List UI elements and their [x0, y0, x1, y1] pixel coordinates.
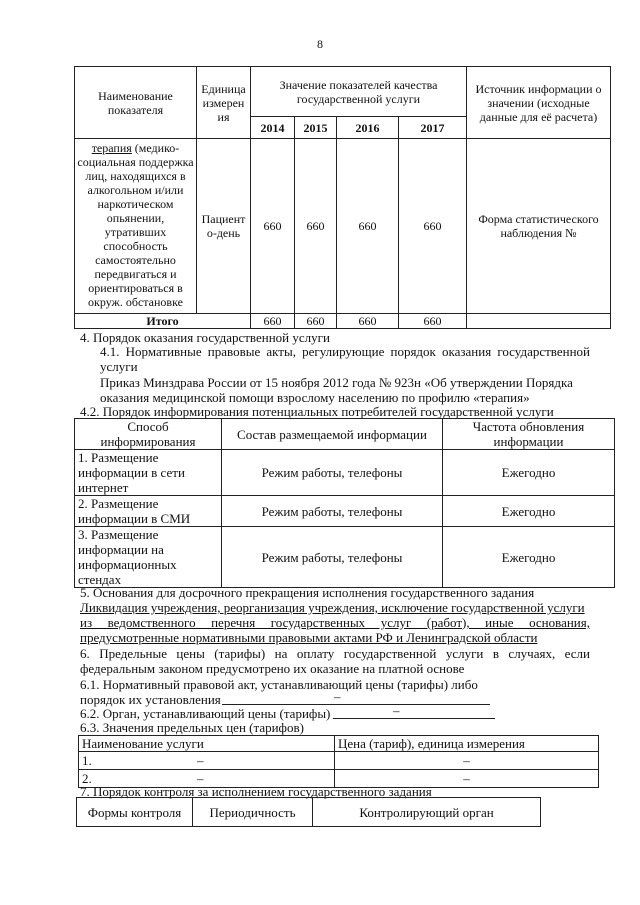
section-6-1-blank-line: [222, 704, 490, 705]
header-value-group: Значение показателей качества государственной услуги: [251, 67, 467, 117]
info-content: Режим работы, телефоны: [222, 496, 443, 527]
page-number: 8: [317, 37, 323, 51]
price-row-name-dash: –: [197, 753, 204, 768]
price-table: [78, 735, 599, 788]
section-6-1-label: порядок их установления: [80, 692, 221, 707]
price-row-price: –: [335, 770, 599, 788]
indicator-name-rest: (медико-социальная поддержка лиц, находящихся в алкогольном и/или наркотическом опьянении, утративших способность самостоятельно передвигаться и ориентироваться в окруж. обстановке: [77, 141, 194, 309]
info-content: Режим работы, телефоны: [222, 527, 443, 588]
control-header-periodicity: Периодичность: [193, 798, 313, 827]
total-empty-cell: [467, 314, 611, 329]
header-year: 2015: [295, 117, 337, 139]
section-4-heading: 4. Порядок оказания государственной услуги: [80, 330, 330, 345]
row-value: 660: [399, 139, 467, 314]
info-content: Режим работы, телефоны: [222, 450, 443, 496]
info-method: 3. Размещение информации на информационных стендах: [75, 527, 222, 588]
header-year: 2016: [337, 117, 399, 139]
header-indicator-name: Наименование показателя: [75, 67, 197, 139]
info-frequency: Ежегодно: [443, 496, 615, 527]
info-method: 2. Размещение информации в СМИ: [75, 496, 222, 527]
price-row-name: [79, 752, 335, 770]
info-table: [74, 418, 615, 588]
row-value: 660: [295, 139, 337, 314]
section-5-line-1: Ликвидация учреждения, реорганизация учреждения, исключение государственной услуги: [80, 600, 585, 615]
section-5-line-2: из ведомственного перечня государственных услуг (работ), иные основания,: [80, 615, 590, 630]
section-6-line-1: 6. Предельные цены (тарифы) на оплату государственной услуги в случаях, если: [80, 646, 590, 661]
section-7-heading: 7. Порядок контроля за исполнением государственного задания: [80, 784, 432, 799]
row-indicator-name: [75, 139, 197, 314]
section-6-2-dash: –: [393, 703, 400, 718]
section-4-1-order: Приказ Минздрава России от 15 ноября 2012 года № 923н «Об утверждении Порядка оказания медицинской помощи взрослому населению по профилю «терапия»: [100, 375, 573, 405]
total-value: 660: [399, 314, 467, 329]
section-6-2-blank-line: [333, 718, 495, 719]
indicator-name-underlined: терапия: [91, 141, 132, 155]
total-value: 660: [295, 314, 337, 329]
info-frequency: Ежегодно: [443, 527, 615, 588]
section-4-1-text: 4.1. Нормативные правовые акты, регулирующие порядок оказания государственной услуги: [100, 344, 590, 374]
section-4-2-heading: 4.2. Порядок информирования потенциальных потребителей государственной услуги: [80, 404, 554, 419]
info-header-content: Состав размещаемой информации: [222, 419, 443, 450]
section-5-heading: 5. Основания для досрочного прекращения исполнения государственного задания: [80, 585, 535, 600]
info-header-frequency: Частота обновления информации: [443, 419, 615, 450]
header-year: 2014: [251, 117, 295, 139]
row-unit: Пациенто-день: [197, 139, 251, 314]
header-source: Источник информации о значении (исходные данные для её расчета): [467, 67, 611, 139]
total-label: Итого: [75, 314, 251, 329]
header-year: 2017: [399, 117, 467, 139]
total-value: 660: [337, 314, 399, 329]
price-row-name-dash: –: [197, 771, 204, 786]
price-row-num: 2.: [82, 771, 92, 786]
section-5-line-3: предусмотренные нормативными правовыми актами РФ и Ленинградской области: [80, 630, 538, 645]
indicator-table: [74, 66, 611, 329]
section-6-line-2: федеральным законом предусмотрено их оказание на платной основе: [80, 661, 465, 676]
section-6-1-line-1: 6.1. Нормативный правовой акт, устанавливающий цены (тарифы) либо: [80, 677, 478, 692]
price-header-price: Цена (тариф), единица измерения: [335, 736, 599, 752]
header-unit: Единица измерения: [197, 67, 251, 139]
price-row-num: 1.: [82, 753, 92, 768]
control-header-forms: Формы контроля: [77, 798, 193, 827]
info-frequency: Ежегодно: [443, 450, 615, 496]
price-header-name: Наименование услуги: [79, 736, 335, 752]
price-row-price: –: [335, 752, 599, 770]
row-source: Форма статистического наблюдения №: [467, 139, 611, 314]
info-header-method: Способ информирования: [75, 419, 222, 450]
info-method: 1. Размещение информации в сети интернет: [75, 450, 222, 496]
control-table: [76, 797, 541, 827]
control-header-authority: Контролирующий орган: [313, 798, 541, 827]
section-6-2-label: 6.2. Орган, устанавливающий цены (тарифы): [80, 706, 331, 721]
total-value: 660: [251, 314, 295, 329]
section-6-1-dash: –: [334, 689, 341, 704]
row-value: 660: [251, 139, 295, 314]
section-6-3-heading: 6.3. Значения предельных цен (тарифов): [80, 720, 304, 735]
row-value: 660: [337, 139, 399, 314]
